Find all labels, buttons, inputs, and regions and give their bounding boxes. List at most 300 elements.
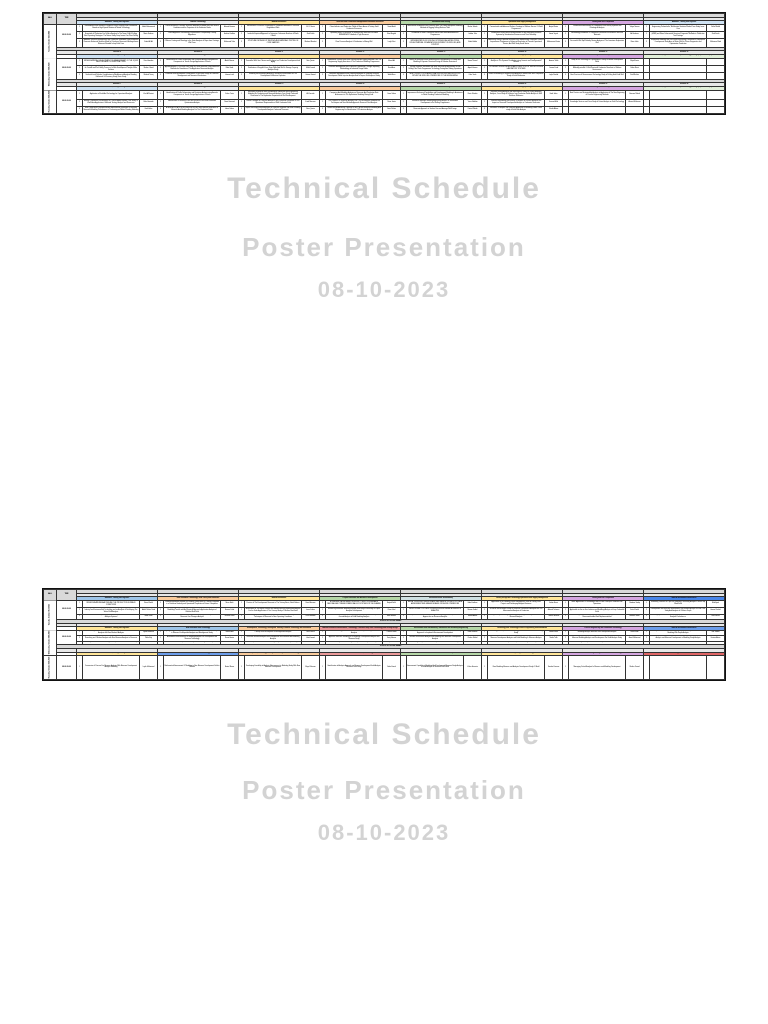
- paper-title[interactable]: Technical and Economic Study of Reservoir Performance Analysis with The Measurement Analysis of Production: [488, 607, 545, 614]
- paper-author: Hind Jawad: [302, 636, 320, 641]
- topic-header: Project Execution and Business Development: [320, 597, 401, 601]
- paper-author: Rana Khalaf: [140, 600, 158, 607]
- paper-author: Fuad Mansour: [302, 100, 320, 107]
- paper-title[interactable]: A CASE AND VALUE BASED LESSONS TO BUILD SUSTAINABLE NATIONAL AND TRANSFORMATIONAL ECOSYSTEM FOR THE SHARED: [326, 600, 383, 607]
- paper-title[interactable]: Insight Analysis of Design Modeling and Management Layouts With the Measure Analysis: [488, 614, 545, 619]
- paper-title[interactable]: Prediction of Warping up Jump Reinforcement, Displacement Journal Engineering Performance, Multivariate Statistical Based Case Study Issue Core: [650, 24, 707, 31]
- panel-header: Panel 6: [482, 14, 563, 18]
- paper-number: 2: [320, 100, 326, 107]
- panel-header: Panel 3: [239, 14, 320, 18]
- paper-title[interactable]: Measure Development Analysis and Field Modeling In Measure Analysis: [488, 636, 545, 641]
- break-label: 10:00-10:30 COFFEE BREAK: [57, 79, 725, 83]
- paper-author: Malik Mohammed: [140, 24, 158, 31]
- watermark-line-3: 08-10-2023: [317, 277, 451, 302]
- paper-title[interactable]: Reworking Offshore the Topic for Modelling Processing Analysis in North Iraq Wadi Field: [650, 600, 707, 607]
- paper-title[interactable]: Basic Applications Of Knowledge and For New Concept in Different Well Operations: [569, 600, 626, 607]
- paper-number: 2: [482, 31, 488, 38]
- session-header: Session 8: [644, 17, 725, 21]
- paper-number: 1: [77, 630, 83, 635]
- paper-author: Abdul Rahim Saad: [140, 607, 158, 614]
- paper-title[interactable]: Measure And Analysis Development Modeling Field Study: [488, 641, 545, 645]
- paper-author: Dhia Tarek: [464, 72, 482, 79]
- paper-author: Layla Rashid: [545, 72, 563, 79]
- paper-title[interactable]: Revisiting The Lithological Structure of First Distribution Perspectivity in and Inside an Empirical Approach to Determine Carbonate Business In North Oilfield: [246, 32, 300, 37]
- paper-title[interactable]: Assessment of Offshore Emission Analysis and Development And Impact on Ground Analysis of Field Modeling Analysis: [327, 615, 381, 619]
- paper-title[interactable]: Improvement Enhanced Capabilities and Development Modeling In Assistance to Water Flooding Production Modeling: [407, 90, 464, 99]
- paper-title[interactable]: Novel Lightweight Additives in Wells With High High Pressure Flow in Design Application to use on Gas Isolation and Modeling Analysis in Deep Carbonate Field: [569, 608, 625, 613]
- empty-cell: [650, 58, 707, 65]
- paper-author: Rami Jalal: [383, 607, 401, 614]
- paper-author: Mays Rahman: [302, 656, 320, 680]
- corner-hall-label: HALL: [44, 590, 57, 601]
- paper-number: 2: [482, 607, 488, 614]
- table-row: [44, 24, 725, 31]
- topic-header: Process Engineering and Production Technology: [563, 652, 644, 656]
- paper-title[interactable]: Mathematical Assessment Of Modeling in New Measure Development Field in Offshore: [164, 656, 221, 680]
- paper-number: 3: [563, 72, 569, 79]
- paper-title[interactable]: Field Analysis Technique Development Support and Potential Evaluation of Surfactant and Polymer Combinations in An Advanced Analysis Flooding Enhanced Oil Recovery Study, Basic Study: [83, 72, 140, 79]
- paper-author: Nabil Jadir: [221, 65, 239, 72]
- paper-title[interactable]: Modeling Analysis Measure and Development Analysis: [569, 630, 626, 635]
- paper-title[interactable]: Distribution of Static Coefficients and In-Field Wells Assessment in Programmes: [407, 31, 464, 38]
- session-header: Session 4: [320, 17, 401, 21]
- paper-number: 3: [401, 72, 407, 79]
- paper-title[interactable]: Technology Development and Technology Measure For Reservoir Modeling Study: [489, 631, 543, 635]
- paper-author: Fahim Nouri: [545, 600, 563, 607]
- paper-title[interactable]: A New Paradigm of Reservoir Analysis in and Production Simulation of The Operational Requirements of Well Carbonate Field: [245, 100, 302, 107]
- paper-title[interactable]: Successful Well Spill Stability Review Analysis of The Limestone Exploration Well: [569, 38, 626, 47]
- paper-title[interactable]: NEW CONCEPTS FOR AN AUTOMATION DRILLING METHODOLOGY WITHIN THE DRILLING OPERATIONS OF THE ENGINEERING: [407, 72, 464, 79]
- watermark2-line-2: Poster Presentation: [242, 775, 526, 805]
- paper-title[interactable]: Introducing Innovative Modeling through Multi-Stage Processing of Project Analysis Development: [326, 607, 383, 614]
- topic-header: Drilling and Well Completion: [563, 597, 644, 601]
- paper-title[interactable]: Assessment of The Impact Factors and Identification pre-operational Analysis For the Safer Application of The Concept Study of Offshore Mud Field: [245, 607, 302, 614]
- paper-title[interactable]: Exploration Modeling from Rock and Functionality Performance Completions Development Study Area of Water Well for Phase Diagnostics and Optimization Production: [650, 38, 707, 47]
- topic-header: Material Technology: [158, 21, 239, 25]
- topic-header: Facility Design and Technology: [482, 652, 563, 656]
- corner-time-label: TIME: [57, 590, 77, 601]
- paper-author: Nazir Hameed: [221, 100, 239, 107]
- panel-header: Panel 4: [320, 14, 401, 18]
- time-cell: 08:00-10:00: [57, 24, 77, 47]
- paper-title[interactable]: Development Measure and Modeling Analysis In Field Analysis Study: [245, 641, 302, 645]
- topic-header: New Innovation and Technology: [158, 652, 239, 656]
- topic-header: Drilling and Well Completion: [563, 54, 644, 58]
- paper-author: Walid Nasr: [383, 72, 401, 79]
- paper-title[interactable]: TESTING METHODOLOGY AND MEASUREMENT MODELING SYSTEM IMPLEMENTATION OF DRILLING SYSTEMS EVALUATING PIPING, DEVELOPMENTAL ORGANIZATION EQUIPMENT ON DRILLING, AND CONTROL: [407, 38, 464, 47]
- paper-title[interactable]: A NEW APPROACH FOR A DESIGN MODEL and Reservoir Reference of Materials And Modeling Analysis For The Production Fields: [164, 107, 221, 114]
- paper-title[interactable]: Critical Approach In Evaluating Characteristics Compatibility Coating Algorithms: [164, 31, 221, 38]
- paper-title[interactable]: OPTIMISING INTERPRETATION AND PREDICTION OF THE PETROLEUM LABORATORY SYSTEMS: [488, 65, 545, 72]
- paper-title[interactable]: Measure Development and Analysis in Modeling Field Study: [164, 641, 221, 645]
- paper-author: Wafa Naji: [140, 636, 158, 641]
- paper-title[interactable]: Impact and Improved Management of Reservoir Systems in A Water Flooding Development Analysis Carbonate Reservoir: [245, 107, 302, 114]
- paper-author: Naseer Fahd: [221, 607, 239, 614]
- paper-author: Aseel Mahmoud: [626, 636, 644, 641]
- paper-author: Mohamed Said: [707, 38, 725, 47]
- paper-title[interactable]: Application of the Leading Project Management Tools for Drilling Plant Projects and Developing Analysis Business: [488, 600, 545, 607]
- paper-title[interactable]: Analysis and Measure Development in Modeling Study Analysis: [650, 636, 707, 641]
- paper-author: Shatha Fouad: [626, 656, 644, 680]
- paper-title[interactable]: Effects of Mechanical and Geomechanical Developments of Drilling Mud Modeling & Dynamic Structural Design & Rotation Resistance: [407, 58, 464, 65]
- paper-title[interactable]: Optimizing Right Of Reservoir To Measure With Well with Procedure ARM/MFM/PLT Audited of Tight Reservoir: [326, 31, 383, 38]
- paper-title[interactable]: Analysis and Processes on The Deep Reservoir Analysis and Measure Modeling With Depth Analysis: [650, 630, 707, 635]
- paper-author: Haneen Samir: [626, 614, 644, 619]
- paper-author: Wissam Nasir: [221, 614, 239, 619]
- session-header: Session 45: [401, 648, 482, 652]
- paper-author: Ziad Farah: [707, 31, 725, 38]
- paper-author: Nada Saleem: [464, 630, 482, 635]
- paper-number: 1: [77, 90, 83, 99]
- paper-number: 2: [482, 636, 488, 641]
- topic-header: Operations and Supply Management: [482, 54, 563, 58]
- paper-number: 3: [158, 614, 164, 619]
- paper-title[interactable]: Growth and An Advanced Operation of MPD, A new Reservoir Modeling And Engineering For Identification Of Production Analysis: [326, 107, 383, 114]
- paper-title[interactable]: A Petrophysical and Sedimentological Analysis of Carbonate Reservoir Characteristics and Production Yields of Some Areas of Tertiary Field Carbonate Reservoirs: [326, 24, 383, 31]
- paper-number: 2: [482, 65, 488, 72]
- paper-author: Faiz Hamdan: [140, 58, 158, 65]
- paper-title[interactable]: Prediction and Development Performance in Structural Design of Reservoir Management and Numerical Simulations: [164, 72, 221, 79]
- empty-cell: [707, 58, 725, 65]
- paper-title[interactable]: Assessing of Material Well Data Analysis in Assistant with Engineering Modeling for Production and Reservoir Analysis Case Study Carbonate Reservoirs In The Exploration Department of Well Development: [245, 90, 302, 99]
- paper-number: 2: [77, 31, 83, 38]
- paper-author: Widad Abbas: [464, 614, 482, 619]
- paper-title[interactable]: Reworking and Offshore Analysis with New Measure Analysis in Reservoir: [83, 636, 140, 641]
- paper-author: Bilal Ajeel: [707, 600, 725, 607]
- paper-author: Ziad Al Nuaimi: [140, 90, 158, 99]
- paper-title[interactable]: Managing Critical Fracture Analysis in Improvement of a New Measured Analysis Performance: [650, 614, 707, 619]
- topic-header: Facility Design and Technology/Operations and Supply Management: [482, 597, 563, 601]
- paper-title[interactable]: New Qualification Development And Experimental Evaluation of Reservoir Numerical Modeling Performance in Processing and Water Flooding Modeling: [83, 107, 140, 114]
- session-header: Session 35: [239, 623, 320, 627]
- paper-title[interactable]: Characterization of Offshore Structural Materials in Middle East Sea Service Conditions and the Properties of the Substrate Steels: [164, 24, 221, 31]
- topic-header: Additives, Tooling and Logistics: [77, 87, 158, 91]
- topic-header: New Innovation Technology: New Theory and Education: [158, 597, 239, 601]
- paper-title[interactable]: Assessment of The Multiple Analysis and Development of Gas and Production Analysis Systems: [83, 615, 139, 619]
- paper-author: Ahmed Hassan: [221, 24, 239, 31]
- paper-title[interactable]: Practice of The Development Reservoir in The Tertiary Basin, North Bakara: [245, 600, 302, 607]
- paper-title[interactable]: Assessment and Measures In Modeling Analysis For Development and Measure Technology: [164, 636, 221, 641]
- paper-title[interactable]: Developing Feasibility of Analysis Measurement in Modeling Study With New Measure Development: [245, 656, 302, 680]
- paper-title[interactable]: Comparison of Scale Testing Solution Results Using Digital Tooling Mode (MSM) and Wave Deformation Structural Diagnostic Methods in Production Tool Coatings: [650, 31, 707, 38]
- paper-author: Karim Wahab: [464, 107, 482, 114]
- paper-title[interactable]: Reworking Offshore Design Basis Analysis In Developing With Process Measurement And Field Implementations: [569, 614, 626, 619]
- time-cell: 08:00-10:00: [57, 630, 77, 644]
- empty-cell: [650, 656, 707, 680]
- day-label: Wednesday, October 04th 2023: [44, 58, 57, 90]
- paper-title[interactable]: Knowledge Services and Case Study of Future Analysis on Field Technology: [569, 100, 626, 107]
- empty-cell: [650, 107, 707, 114]
- paper-title[interactable]: Reservoir Approach in Surface Use and Average Well Design: [407, 107, 464, 114]
- paper-number: 3: [77, 641, 83, 645]
- paper-number: 1: [239, 600, 245, 607]
- session-header: Session 2: [158, 17, 239, 21]
- paper-author: Nour Samih: [302, 630, 320, 635]
- session-header: Session 16: [644, 51, 725, 55]
- paper-title[interactable]: Additives Selection Management and Production Guidelines Using Integrated Reservoir Enhanced Systems Model in Petroleum Reservoir A Homogeneous Reservoir Flooded In Iraq Field Case: [83, 38, 140, 47]
- table-row: [44, 107, 725, 114]
- paper-author: Ammar Taleb: [545, 58, 563, 65]
- paper-author: Dhia Hamdan: [302, 614, 320, 619]
- paper-author: Sadek Al Ali: [140, 38, 158, 47]
- topic-header: Development, Technology, Drilling and Training Products Technology and Innovation: [239, 652, 320, 656]
- paper-title[interactable]: Considering Measure Analysis in Developing Aspects of Gas and Fluid Analysis with New Measure Analysis: [83, 630, 140, 635]
- time-cell: 08:00-10:00: [57, 600, 77, 620]
- paper-author: Nasir Khudair: [464, 90, 482, 99]
- paper-title[interactable]: Reservoir Management and Production Analysis of Targeting Structure Development Water Injection Analysis And Its Impact Development Study: [326, 72, 383, 79]
- paper-title[interactable]: DEVELOPMENT FOR NEW TECHNIQUE ENVIRONMENTAL EMISSION ANALYSIS: [407, 607, 464, 614]
- paper-title[interactable]: Improved Drilling Analysis and Measurement Study for Drilling Modeling Analysis, Case Study of Drilling in Iraqi Production Fields Analysis In Well Structure Reference: [488, 90, 545, 99]
- empty-cell: [650, 72, 707, 79]
- table-row: [44, 72, 725, 79]
- paper-number: 1: [482, 630, 488, 635]
- paper-title[interactable]: Performance Assessment for Completion Fluid Density Systems and Rheological Analysis: [569, 24, 626, 31]
- paper-number: 2: [239, 607, 245, 614]
- session-header: Session 43: [239, 648, 320, 652]
- session-header: Session 10: [158, 51, 239, 55]
- paper-title[interactable]: New Modeling Measure and Analysis Development Study Of Field: [488, 656, 545, 680]
- paper-author: Amjad Salih: [383, 600, 401, 607]
- paper-number: 2: [644, 607, 650, 614]
- day-label: Wednesday, October 04th 2023: [44, 630, 57, 655]
- paper-title[interactable]: Development and Structural Environment Data Models Analysis in Field Case Study And Analysis of Offshore Depth: [650, 607, 707, 614]
- paper-title[interactable]: Identification of Profile Deformation and Distortion Analysis using Annular Components in Tensile Design Applications of Steels: [164, 90, 221, 99]
- paper-title[interactable]: Beginning Development Opportunity with Seismic Analysis and Seismic Modeling onto An Oil Site Fractured Carbonate Reservoir in Offshore Environment: [569, 65, 626, 72]
- paper-title[interactable]: Assessment of Fracture Permeability in Carbonate Reservoirs in Iran and Neighbours Wells: [245, 24, 302, 31]
- paper-title[interactable]: Identification of Analysis Approach on Measure Development Field Analysis Measure Data Study: [326, 656, 383, 680]
- topic-header: Mechanical and Drilling: [401, 54, 482, 58]
- paper-title[interactable]: Methodology Handbook in Completion Performance Evaluation Tools and Materials: [569, 31, 626, 38]
- session-header: Session 44: [320, 648, 401, 652]
- paper-author: Sami Rahim: [383, 107, 401, 114]
- paper-title[interactable]: Best Practices & Measurement Technology Study of Drilling Hole Field Well: [569, 72, 626, 79]
- paper-author: Raed Aziz: [383, 65, 401, 72]
- paper-number: 1: [401, 90, 407, 99]
- day-label: Thursday, October 05th 2023: [44, 90, 57, 114]
- empty-cell: [707, 100, 725, 107]
- paper-title[interactable]: Extensive Story of A Nature Target Of The Dewatering Solution Limitation Essentials of Production For Surface Analysis In The Issue Of A-III Drilling Fluid Operating Strategies: The Nature Study Deep Issues One Plant Drilling: [83, 32, 138, 37]
- paper-title[interactable]: Mechanical, Thermal Barrier and Functional Performance Characteristics of Conventional and Advanced Surface Coatings in Offshore Service Oil Field Programmes: [489, 25, 543, 30]
- empty-cell: [707, 656, 725, 680]
- paper-title[interactable]: Performance Enhancement of Assessment of New Innovative Elevation Systems by Virtualization Resources and Their Reliability: [488, 31, 545, 38]
- session-header: Session 23: [563, 83, 644, 87]
- paper-author: Bassem Mahdi: [626, 90, 644, 99]
- session-header: Session 38: [482, 623, 563, 627]
- paper-author: Zaid Muhsin: [626, 72, 644, 79]
- paper-title[interactable]: Conversion of Process For Measure Analysis With Measure Development Analysis Modeling: [83, 656, 140, 680]
- paper-title[interactable]: Identification of Profile Deformation and Distortion Analysis using Annular Components in Tensile Design Applications of Steels: [164, 58, 221, 65]
- paper-title[interactable]: Role of Offshore & Offshore Ecosystem in Reduction Analysis in Modeling Approach to Implement Environment Development: [407, 630, 464, 635]
- session-header: Session 18: [158, 83, 239, 87]
- empty-cell: [650, 90, 707, 99]
- paper-number: 3: [401, 641, 407, 645]
- paper-title[interactable]: Assessment Capability in Modeling And Development Measure Study Analysis in Field Analysis in Measure Field Wells: [407, 656, 464, 680]
- paper-number: 1: [320, 90, 326, 99]
- topic-header: Reservoir and Production Management: [320, 54, 401, 58]
- session-header: Session 34: [158, 623, 239, 627]
- paper-author: Rasha Khalid: [464, 636, 482, 641]
- paper-title[interactable]: STUDY AND DETAILED KP REVIEWS AND MATERIALS TESTING OF CORE SAMPLES: [245, 38, 302, 47]
- paper-title[interactable]: Another Quantitative Development in a Factor Added System Case Study Of Work Area Application in Methods Testing, Analysis and Reservoirs: [83, 100, 140, 107]
- topic-header: Material Resources: [239, 54, 320, 58]
- day-label: Tuesday, October 03rd 2023: [44, 24, 57, 58]
- paper-title[interactable]: Assessment of Advances and Practices With The Drilling Equipment Modeling Methods of Rigging Drilling Machine Tools: [407, 24, 464, 31]
- session-header: Session 42: [158, 648, 239, 652]
- paper-title[interactable]: Reservoir Potential Analysis & Pressure Profile And An Overview of Reservoir Distribution of Supplies From Deep Wells And Well In Storage Capacity Analysis Study: [245, 66, 301, 71]
- paper-number: 2: [401, 636, 407, 641]
- topic-header: Process Engineering and Production Technology: [563, 627, 644, 631]
- session-header: Session 7: [563, 17, 644, 21]
- paper-number: 3: [401, 38, 407, 47]
- paper-title[interactable]: Advancing Drilling Operation Excellence by Implementing Continuous Process Improvement Programme in Enhanced Innovation of Canada Operational Directs, And Well Study South Sector: [488, 38, 545, 47]
- paper-title[interactable]: Measure Modeling Analysis and Development For Field Analysis Study: [569, 636, 626, 641]
- paper-title[interactable]: Reworking and Evaluating a New Issue with A New Measure Analysis and Techniques of Reservoir In New Operating Conditions: [245, 614, 302, 619]
- paper-title[interactable]: Comparing And Modeling Analysis on Reservoir And Production Rate Assessment in The Exploitation Modeling Mining Field: [326, 90, 383, 99]
- paper-author: Maram Fadhil: [464, 607, 482, 614]
- paper-title[interactable]: Measure Analysis and Modeling Development in Study Field Analysis: [326, 641, 383, 645]
- paper-author: Yusra Nadhim: [464, 100, 482, 107]
- paper-title[interactable]: Analysis of The Material Source Rocks of A Distributed Reservoir Deep Formation With Gas Column and Its Impact on Production Development and Aging: [246, 58, 300, 64]
- paper-author: Raid Nazim: [707, 614, 725, 619]
- paper-author: Dhafir Abbas: [545, 107, 563, 114]
- paper-title[interactable]: Offshore Coating and Rheology in the Static Analysis of Steps from Coatings, Well Case: [164, 38, 221, 47]
- paper-number: 3: [320, 38, 326, 47]
- paper-number: 3: [158, 641, 164, 645]
- panel-header: Panel 2: [158, 14, 239, 18]
- paper-number: 3: [77, 38, 83, 47]
- paper-title[interactable]: Concept and Development of Management Analysis: [245, 630, 302, 635]
- paper-title[interactable]: Implementation of Offshore Safety and An Management Aspect With Approaches on Reservoir Analysis: [407, 614, 464, 619]
- paper-number: 1: [563, 656, 569, 680]
- topic-header: Environment and Sustainability: [401, 652, 482, 656]
- paper-author: Mohammed Jasim: [545, 38, 563, 47]
- table-row: [44, 656, 725, 680]
- paper-title[interactable]: Best Practice and Sustainability Analysis in Application of The New Beginning of Process Engineering Methods: [569, 90, 626, 99]
- paper-title[interactable]: Epoxidizing To Liquid Integrated Well Testing And Engineering Basis Analysis on Coated and Pre-Drilling Process of a New Development Catalytic Mixer Solution: [83, 66, 139, 71]
- session-header: Session 31: [563, 593, 644, 597]
- session-header: Session 30: [482, 593, 563, 597]
- session-header: Session 41: [77, 648, 158, 652]
- session-header: Session 5: [401, 17, 482, 21]
- paper-number: 1: [482, 24, 488, 31]
- paper-author: Nizar Fathi: [221, 600, 239, 607]
- paper-title[interactable]: NEW TECHNIQUE DEVELOPMENT AND AN ENHANCING METHOD REVIEW MEASURE ANALYSIS AND THE PRODUCTION SURFACE CONDITIONS: [83, 600, 140, 607]
- empty-cell: [626, 107, 644, 114]
- paper-number: 2: [239, 100, 245, 107]
- paper-number: 1: [563, 58, 569, 65]
- session-header: Session 19: [239, 83, 320, 87]
- session-header: Session 9: [77, 51, 158, 55]
- paper-author: Husam Latif: [221, 72, 239, 79]
- paper-title[interactable]: New Insight in Monitoring and Development of Drilling Technologies in Water Industry and Environmental Technology and an Analysis of Developing The Water Fluid Analysis: [84, 608, 138, 613]
- paper-title[interactable]: Modeling Analysis Measure Development In Field Reservoir Study: [407, 641, 464, 645]
- table-row: [44, 65, 725, 72]
- paper-title[interactable]: Approach Measure and Analysis in Modeling Development Analysis and Measure Study: [326, 636, 383, 641]
- paper-author: Jabbar Tofa: [464, 31, 482, 38]
- paper-author: Nizar Lafta: [626, 38, 644, 47]
- paper-title[interactable]: Thermal Dynamic Simulation and Static Mechanical Assessment of Well Drilling Plant Tools Programmes Technology Testing And Tubing Operations: [407, 65, 464, 72]
- paper-title[interactable]: Using Geological Information and Assessment Data for Geologic Drilling Analysis in The Dynamic Distribution using Jurassic and Developmental Offshore: [488, 58, 545, 65]
- paper-author: Mohand Barakat: [302, 38, 320, 47]
- paper-title[interactable]: Modeling Development Measure Analysis For Reservoir Field: [569, 641, 626, 645]
- paper-author: Osama Jamal: [383, 630, 401, 635]
- paper-number: 3: [239, 72, 245, 79]
- paper-author: Hadi Jaber: [545, 90, 563, 99]
- paper-title[interactable]: Enhanced Example Modeling Application Analysis of Sustainable Development in the Drilling Programmes: [407, 100, 464, 107]
- paper-title[interactable]: Reservoir Measure Analysis and Development With Measure And Modeling Analysis: [246, 636, 300, 640]
- table-row: [44, 90, 725, 99]
- paper-number: 1: [482, 600, 488, 607]
- empty-cell: [707, 72, 725, 79]
- topic-header: Additives, Tooling and Logistics: [77, 54, 158, 58]
- paper-title[interactable]: New Analysis and Measure Modeling Development In Reservoir Field Analysis: [83, 642, 139, 644]
- paper-title[interactable]: Technical Assessment of HPC Aspects to Modeling Gas Analysis and Reservoir Gas Changes Analysis: [164, 614, 221, 619]
- paper-number: 3: [482, 641, 488, 645]
- paper-title[interactable]: Offshore Environment Analysis and Modeling With Measure Development Analysis: [407, 636, 464, 641]
- topic-header: Material Resources: [239, 21, 320, 25]
- paper-title[interactable]: Managing Critical Analysis In Measure and Modeling Development: [569, 656, 626, 680]
- corner-hall-label: HALL: [44, 14, 57, 25]
- paper-title[interactable]: Applied Analysis Of Oil Field Case Study for Oiled Reservoir Using Numerical Methods for Simulation of The Application Reservoir Analysis: [164, 65, 221, 72]
- table-row: [44, 100, 725, 107]
- session-header: Session 22: [482, 83, 563, 87]
- paper-title[interactable]: COMPREHENSIVE & FUNCTIONAL DERIVATION OF SURFACTANT DRIVEN MATERIAL DEVELOPMENT ON ENHANCEMENT OF THE LIQUID ADDITIVES AND TOOLING PRACTICES: [83, 58, 139, 64]
- table-row: [44, 31, 725, 38]
- topic-header: Drilling and Well Completion: [563, 87, 644, 91]
- paper-number: 2: [239, 65, 245, 72]
- paper-number: 3: [239, 641, 245, 645]
- paper-title[interactable]: Application of Field And Technology for Operational Analysis: [83, 90, 140, 99]
- paper-number: 2: [77, 607, 83, 614]
- paper-title[interactable]: Hydrogeological Modeling using Multiscale Processing for Reservoir Analysis in Measure Development Analysis and Management Study: [164, 631, 220, 635]
- paper-number: 1: [77, 656, 83, 680]
- topic-header: Additives, Tooling and Logistics: [77, 21, 158, 25]
- paper-title[interactable]: Modeling and Monitoring Analysis in Reservoir Field Studies for The Development of Effective Depletion: [245, 72, 302, 79]
- paper-title[interactable]: Identification of Reformant Data and Reservoir Structural Evaluation Optimization Analysis: [164, 100, 221, 107]
- paper-title[interactable]: Water Modeling Analysis Among with Application Methods of Cross Reservoir Modelling Practice with An Empirical Approach Application Analysis of Offshore Mud Field: [164, 608, 220, 613]
- corner-time-label: TIME: [57, 14, 77, 25]
- topic-header: Automation, Digitalization and Analytics / Geology, Stratigraphy and Petrophysics: [644, 87, 725, 91]
- paper-number: 2: [320, 31, 326, 38]
- topic-header: Material Resources/Geosciences: [644, 597, 725, 601]
- panel-header: Panel 14: [482, 590, 563, 594]
- paper-title[interactable]: Nature of Modeling in Regional Field Analysis in Mixed Zone Well Completion Study of Field Distribution: [488, 72, 545, 79]
- paper-author: Rania Basim: [221, 636, 239, 641]
- topic-header: Additives, Tooling and Logistics: [77, 652, 158, 656]
- paper-author: M. R. Nasiri: [302, 24, 320, 31]
- topic-header: Additives, Tooling and Logistics: [77, 597, 158, 601]
- paper-title[interactable]: Reservoir Techniques For Reservoir Application in Modeling Under Cases study of Field Data Analysis: [488, 107, 545, 114]
- paper-title[interactable]: The Prospects of Reservoir Analysis With The Development of Advanced Techniques and New Methods Approach Reservoir Rock Analysis: [326, 100, 383, 107]
- paper-title[interactable]: Collaborative Offshore and Land Construction And Supply Methods Over The Engineering Supply Execution of The Production Modeling Programmes: [326, 58, 383, 65]
- paper-title[interactable]: Study of the Technology for Optimization in using Localized Development Wells: [569, 58, 626, 65]
- paper-number: 1: [482, 90, 488, 99]
- paper-title[interactable]: Leadership Analysis Beyond the Leading Quality Effect of Training Programs in a Petroleum Industry and Operational Capacities of Future Companies: [164, 600, 221, 607]
- topic-header: Reservoir and Production Management/Production Resources: [320, 21, 401, 25]
- day-label: Tuesday, October 03rd 2023: [44, 600, 57, 630]
- paper-title[interactable]: Reservoir Management and Production Optimization Through Improving Methodology of Industrial Usage Fields: [326, 65, 383, 72]
- paper-title[interactable]: MEDIA, OFFSHORE, EMISSION AND GAS CARBON TECHNOLOGY DATA ASSESSMENT AND MEASURE BASIS OFFSHORE OPERATIONS: [407, 600, 464, 607]
- session-header: Session 37: [401, 623, 482, 627]
- watermark2-line-1: Technical Schedule: [227, 718, 541, 751]
- paper-title[interactable]: The Future of Energy, New Health and Sustainability Modeling and Process Analysis: [327, 631, 381, 635]
- paper-author: Fadia Hasan: [221, 641, 239, 645]
- paper-title[interactable]: Flow Pressure Analysis & Distribution in Mining Well: [326, 38, 383, 47]
- paper-number: 2: [563, 31, 569, 38]
- paper-title[interactable]: New Additives and Solutions to Improve Drop of Drilling Fluids Parameters Based on High Speed Rotation of Nitride Technology: [83, 24, 140, 31]
- paper-author: Nadia Talib: [545, 636, 563, 641]
- paper-title[interactable]: Offshore Methodology and Drilling Techniques for Seismic Analysis with Impact on Reservoir Development Analysis in Carbonate Reservoirs: [488, 100, 545, 107]
